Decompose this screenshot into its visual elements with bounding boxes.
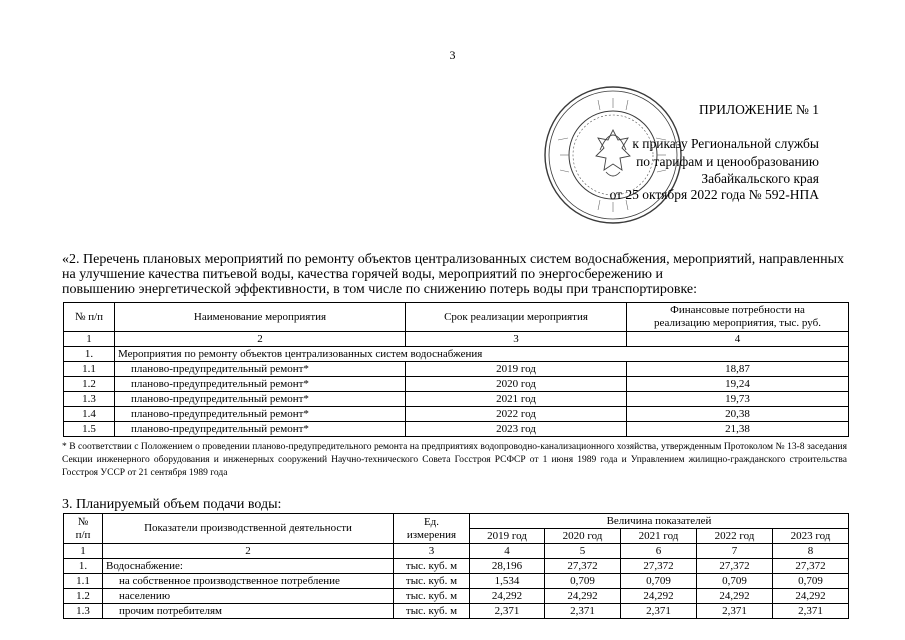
row-name: планово-предупредительный ремонт* xyxy=(115,377,406,392)
row-amount: 20,38 xyxy=(627,407,849,422)
row-value: 0,709 xyxy=(545,574,621,589)
col-number: 3 xyxy=(394,544,470,559)
row-value: 2,371 xyxy=(621,604,697,619)
row-value: 2,371 xyxy=(470,604,545,619)
header-year: 2021 год xyxy=(621,529,697,544)
row-value: 0,709 xyxy=(773,574,849,589)
row-num: 1.4 xyxy=(64,407,115,422)
footnote: * В соответствии с Положением о проведении планово-предупредительного ремонта на предприятиях водопроводно-канализационного хозяйства, утвержденным Протоколом № 13-8 заседания Секции инженерного оборудования и инженерных сооружений Научно-технического Совета Госстроя РСФСР от 1 июня 1989 года и Управлением жилищно-гражданского строительства Госстроя УССР от 21 сентября 1989 года xyxy=(62,442,847,478)
row-name: Водоснабжение: xyxy=(103,559,394,574)
table-row xyxy=(64,392,849,407)
row-num: 1.3 xyxy=(64,604,103,619)
row-value: 1,534 xyxy=(470,574,545,589)
page-number: 3 xyxy=(449,48,456,62)
header-year: 2019 год xyxy=(470,529,545,544)
header-year: 2020 год xyxy=(545,529,621,544)
col-number: 7 xyxy=(697,544,773,559)
row-term: 2020 год xyxy=(406,377,627,392)
row-unit: тыс. куб. м xyxy=(394,559,470,574)
header-finance-line-2: реализацию мероприятия, тыс. руб. xyxy=(654,317,821,329)
header-year: 2023 год xyxy=(773,529,849,544)
header-num-line-2: п/п xyxy=(75,528,91,541)
row-value: 27,372 xyxy=(621,559,697,574)
row-unit: тыс. куб. м xyxy=(394,604,470,619)
section-2-title-part-2: повышению энергетической эффективности, в том числе по снижению потерь воды при транспортировке: xyxy=(62,282,698,297)
row-amount: 19,24 xyxy=(627,377,849,392)
row-value: 28,196 xyxy=(470,559,545,574)
appendix-title: ПРИЛОЖЕНИЕ № 1 xyxy=(698,102,819,117)
row-amount: 21,38 xyxy=(627,422,849,437)
header-unit-line-1: Ед. xyxy=(423,515,440,528)
row-name: на собственное производственное потребление xyxy=(103,574,394,589)
table-header-row xyxy=(64,303,849,332)
row-value: 24,292 xyxy=(773,589,849,604)
col-number: 5 xyxy=(545,544,621,559)
table-row xyxy=(64,574,849,589)
row-term: 2023 год xyxy=(406,422,627,437)
row-name: населению xyxy=(103,589,394,604)
group-num: 1. xyxy=(64,347,115,362)
table-row xyxy=(64,589,849,604)
col-number: 2 xyxy=(103,544,394,559)
col-number: 4 xyxy=(470,544,545,559)
header-finance-line-1: Финансовые потребности на xyxy=(670,304,805,316)
row-value: 24,292 xyxy=(470,589,545,604)
appendix-line-1: к приказу Региональной службы xyxy=(632,136,819,151)
column-number-row xyxy=(64,332,849,347)
table-row xyxy=(64,604,849,619)
row-name: прочим потребителям xyxy=(103,604,394,619)
row-value: 2,371 xyxy=(545,604,621,619)
table-row xyxy=(64,559,849,574)
row-name: планово-предупредительный ремонт* xyxy=(115,362,406,377)
column-number-row xyxy=(64,544,849,559)
row-value: 0,709 xyxy=(621,574,697,589)
header-values-group: Величина показателей xyxy=(470,514,849,529)
row-num: 1.3 xyxy=(64,392,115,407)
header-indicator: Показатели производственной деятельности xyxy=(103,514,394,544)
row-value: 24,292 xyxy=(697,589,773,604)
col-number: 6 xyxy=(621,544,697,559)
col-number: 1 xyxy=(64,544,103,559)
row-num: 1.1 xyxy=(64,574,103,589)
row-value: 2,371 xyxy=(773,604,849,619)
table-row xyxy=(64,422,849,437)
section-3-title: 3. Планируемый объем подачи воды: xyxy=(62,497,282,512)
table-row xyxy=(64,377,849,392)
header-num-line-1: № xyxy=(77,515,89,528)
header-term: Срок реализации мероприятия xyxy=(406,303,627,332)
col-number: 2 xyxy=(115,332,406,347)
row-unit: тыс. куб. м xyxy=(394,589,470,604)
row-value: 0,709 xyxy=(697,574,773,589)
row-amount: 18,87 xyxy=(627,362,849,377)
section-2-title-part-1: «2. Перечень плановых мероприятий по ремонту объектов централизованных систем водоснабжения, мероприятий, направленных на улучшение качества питьевой воды, качества горячей воды, мероприятий по энергосбережению и xyxy=(62,252,844,282)
repair-measures-table xyxy=(63,302,849,437)
col-number: 8 xyxy=(773,544,849,559)
appendix-line-3: Забайкальского края xyxy=(701,171,819,186)
row-value: 2,371 xyxy=(697,604,773,619)
row-unit: тыс. куб. м xyxy=(394,574,470,589)
row-name: планово-предупредительный ремонт* xyxy=(115,422,406,437)
section-2-title xyxy=(62,252,844,297)
row-num: 1.5 xyxy=(64,422,115,437)
row-term: 2019 год xyxy=(406,362,627,377)
table-row xyxy=(64,407,849,422)
header-year: 2022 год xyxy=(697,529,773,544)
header-num xyxy=(64,514,103,544)
row-name: планово-предупредительный ремонт* xyxy=(115,407,406,422)
row-num: 1.1 xyxy=(64,362,115,377)
row-num: 1.2 xyxy=(64,377,115,392)
col-number: 4 xyxy=(627,332,849,347)
row-term: 2022 год xyxy=(406,407,627,422)
header-name: Наименование мероприятия xyxy=(115,303,406,332)
row-value: 27,372 xyxy=(773,559,849,574)
header-unit-line-2: измерения xyxy=(406,528,457,541)
row-amount: 19,73 xyxy=(627,392,849,407)
header-num: № п/п xyxy=(64,303,115,332)
row-value: 27,372 xyxy=(545,559,621,574)
col-number: 3 xyxy=(406,332,627,347)
appendix-line-4: от 25 октября 2022 года № 592-НПА xyxy=(609,187,819,202)
row-num: 1. xyxy=(64,559,103,574)
header-finance xyxy=(627,303,849,332)
row-term: 2021 год xyxy=(406,392,627,407)
group-row xyxy=(64,347,849,362)
col-number: 1 xyxy=(64,332,115,347)
row-value: 27,372 xyxy=(697,559,773,574)
table-row xyxy=(64,362,849,377)
header-unit xyxy=(394,514,470,544)
row-value: 24,292 xyxy=(545,589,621,604)
row-value: 24,292 xyxy=(621,589,697,604)
row-name: планово-предупредительный ремонт* xyxy=(115,392,406,407)
appendix-line-2: по тарифам и ценообразованию xyxy=(636,154,819,169)
table-header-row xyxy=(64,514,849,529)
group-label: Мероприятия по ремонту объектов централизованных систем водоснабжения xyxy=(115,347,849,362)
row-num: 1.2 xyxy=(64,589,103,604)
water-supply-volume-table xyxy=(63,513,849,619)
